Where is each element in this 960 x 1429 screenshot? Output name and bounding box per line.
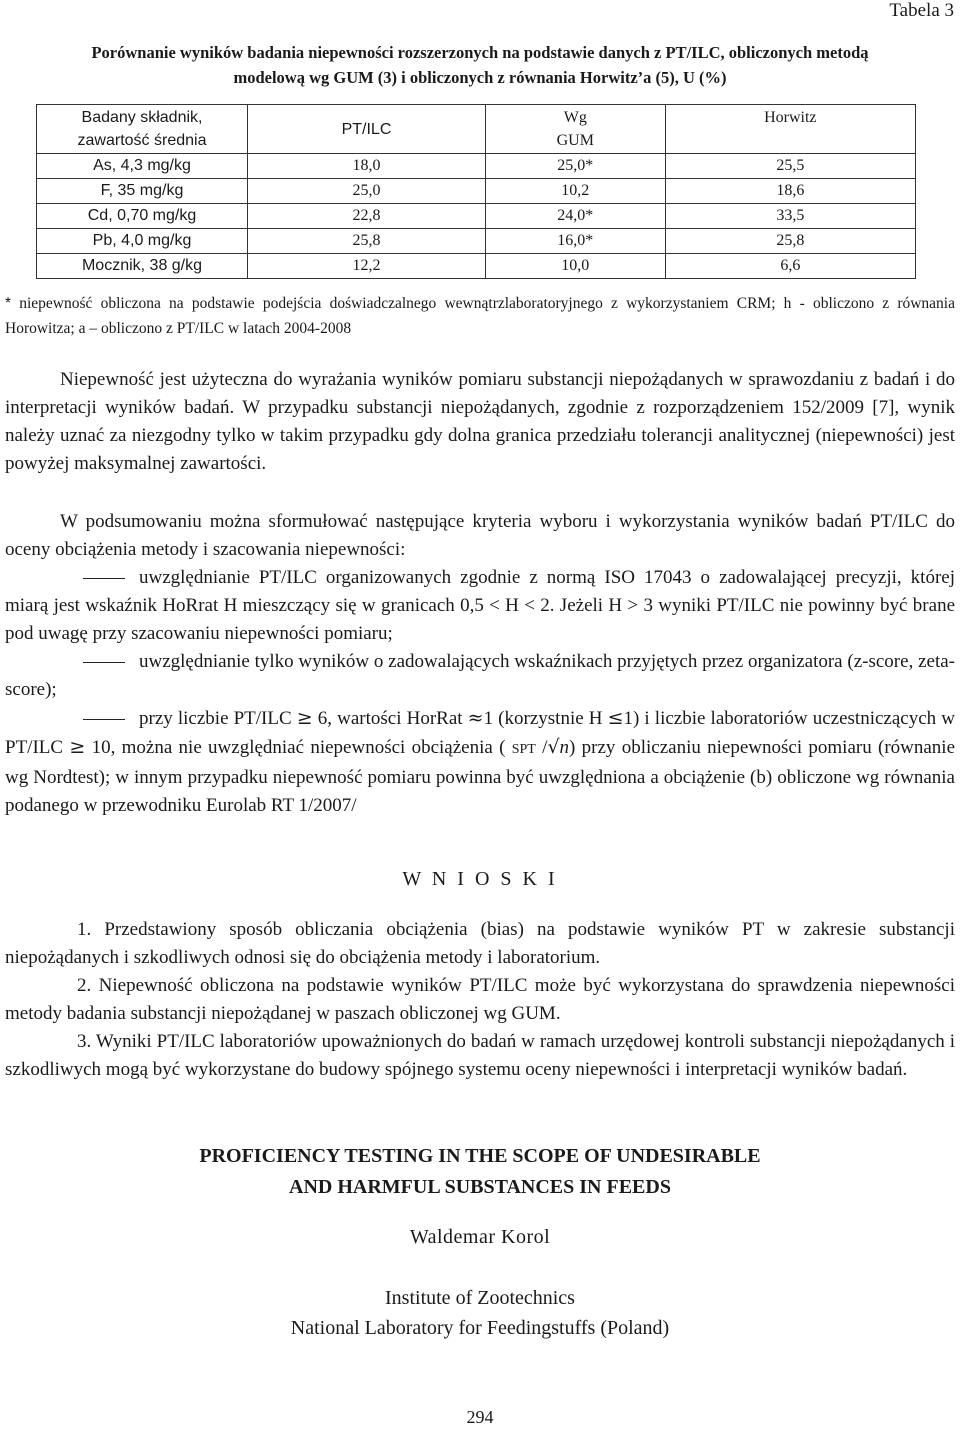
cell-horwitz: 6,6	[665, 254, 915, 279]
criteria-item-3	[5, 704, 955, 820]
header-component	[37, 105, 248, 154]
text-fragment: 10, można nie uwzględniać niepewności obciążenia (	[85, 737, 512, 758]
cell-ptilc: 22,8	[248, 204, 486, 229]
dash-bullet	[83, 578, 125, 579]
cell-gum: 25,0*	[485, 154, 665, 179]
dash-bullet	[83, 662, 125, 663]
text-fragment: /	[535, 737, 548, 758]
institute-line: National Laboratory for Feedingstuffs (Poland)	[290, 1317, 670, 1339]
cell-horwitz: 18,6	[665, 179, 915, 204]
conclusion-2	[5, 972, 955, 1028]
table-row	[37, 179, 916, 204]
dash-bullet	[83, 719, 125, 720]
table-caption	[0, 40, 960, 90]
conclusion-3	[5, 1028, 955, 1084]
cell-gum: 16,0*	[485, 229, 665, 254]
table-row	[37, 154, 916, 179]
english-title-line: AND HARMFUL SUBSTANCES IN FEEDS	[289, 1176, 671, 1198]
text-fragment: 1) i liczbie laboratoriów uczestniczących w PT/ILC	[5, 708, 955, 758]
conclusion-1	[5, 916, 955, 972]
header-component-line: zawartość średnia	[77, 132, 207, 149]
conclusion-text: 1. Przedstawiony sposób obliczania obciążenia (bias) na podstawie wyników PT w zakresie substancji niepożądanych i szkodliwych odnosi się do obciążenia metody i laboratorium.	[5, 919, 955, 968]
paragraph-uncertainty	[5, 366, 955, 478]
conclusion-text: 3. Wyniki PT/ILC laboratoriów upoważnionych do badań w ramach urzędowej kontroli substancji niepożądanych i szkodliwych mogą być wykorzystane do budowy spójnego systemu oceny niepewności i interpretacji wyników badań.	[5, 1031, 955, 1080]
criteria-item-2	[5, 648, 955, 704]
institute	[0, 1283, 960, 1343]
n-symbol: n	[559, 737, 570, 758]
table-row	[37, 254, 916, 279]
header-gum-line: Wg	[563, 109, 587, 126]
text-fragment: przy liczbie PT/ILC	[139, 708, 297, 729]
paragraph-criteria	[5, 508, 955, 564]
cell-component: F, 35 mg/kg	[37, 179, 248, 204]
header-gum	[485, 105, 665, 154]
table-row	[37, 229, 916, 254]
criteria-item-1	[5, 564, 955, 648]
ge-symbol: ≥	[296, 707, 313, 729]
table-caption-line: Porównanie wyników badania niepewności rozszerzonych na podstawie danych z PT/ILC, obliczonych metodą	[91, 43, 869, 62]
english-title	[0, 1141, 960, 1203]
table-header-row	[37, 105, 916, 154]
header-gum-line: GUM	[556, 132, 594, 149]
header-ptilc: PT/ILC	[248, 105, 486, 154]
cell-component: As, 4,3 mg/kg	[37, 154, 248, 179]
conclusions-heading: W N I O S K I	[402, 868, 558, 890]
cell-component: Mocznik, 38 g/kg	[37, 254, 248, 279]
author-name: Waldemar Korol	[409, 1226, 551, 1248]
criteria-item-text: uwzględnianie tylko wyników o zadowalających wskaźnikach przyjętych przez organizatora (z-score, zeta- score);	[5, 651, 955, 700]
cell-horwitz: 25,8	[665, 229, 915, 254]
sqrt-symbol: √	[547, 736, 560, 758]
cell-ptilc: 12,2	[248, 254, 486, 279]
english-title-line: PROFICIENCY TESTING IN THE SCOPE OF UNDESIRABLE	[199, 1145, 761, 1167]
ge-symbol: ≥	[69, 736, 86, 758]
approx-symbol: ≈	[467, 707, 484, 729]
table-caption-line: modelową wg GUM (3) i obliczonych z równania Horwitz’a (5), U (%)	[233, 68, 727, 87]
conclusion-text: 2. Niepewność obliczona na podstawie wyników PT/ILC może być wykorzystana do sprawdzenia niepewności metody badania substancji niepożądanej w paszach obliczonej wg GUM.	[5, 975, 955, 1024]
cell-ptilc: 25,8	[248, 229, 486, 254]
spt-symbol: SPT	[511, 742, 536, 757]
cell-gum: 10,0	[485, 254, 665, 279]
paragraph-text: W podsumowaniu można sformułować następujące kryteria wyboru i wykorzystania wyników badań PT/ILC do oceny obciążenia metody i szacowania niepewności:	[5, 511, 955, 560]
le-symbol: ≤	[607, 707, 624, 729]
cell-gum: 24,0*	[485, 204, 665, 229]
cell-horwitz: 25,5	[665, 154, 915, 179]
paragraph-text: Niepewność jest użyteczna do wyrażania wyników pomiaru substancji niepożądanych w sprawozdaniu z badań i do interpretacji wyników badań. W przypadku substancji niepożądanych, zgodnie z rozporządzeniem 152/2009 [7], wynik należy uznać za niezgodny tylko w takim przypadku gdy dolna granica przedziału tolerancji analitycznej (niepewności) jest powyżej maksymalnej zawartości.	[5, 369, 955, 474]
header-component-line: Badany składnik,	[81, 109, 203, 126]
footnote-star: *	[5, 295, 12, 312]
table-label: Tabela 3	[889, 0, 954, 21]
text-fragment: 1 (korzystnie H	[483, 708, 608, 729]
table-row	[37, 204, 916, 229]
cell-ptilc: 25,0	[248, 179, 486, 204]
results-table	[36, 104, 916, 279]
table-footnote	[5, 291, 955, 341]
text-fragment: ) przy obliczaniu niepewności pomiaru (równanie wg Nordtest); w innym przypadku niepewność pomiaru powinna być uwzględniona a obciążenie (b) obliczone wg równania podanego w przewodniku Eurolab RT 1/2007/	[5, 737, 956, 816]
cell-horwitz: 33,5	[665, 204, 915, 229]
cell-gum: 10,2	[485, 179, 665, 204]
institute-line: Institute of Zootechnics	[385, 1287, 575, 1309]
text-fragment: 6, wartości HorRat	[312, 708, 468, 729]
page-number: 294	[466, 1407, 494, 1427]
header-horwitz: Horwitz	[665, 105, 915, 154]
cell-component: Pb, 4,0 mg/kg	[37, 229, 248, 254]
criteria-item-text: uwzględnianie PT/ILC organizowanych zgodnie z normą ISO 17043 o zadowalającej precyzji, której miarą jest wskaźnik HoRrat H mieszczący się w granicach 0,5 < H < 2. Jeżeli H > 3 wyniki PT/ILC nie powinny być brane pod uwagę przy szacowaniu niepewności pomiaru;	[5, 567, 955, 644]
cell-component: Cd, 0,70 mg/kg	[37, 204, 248, 229]
table-body	[37, 154, 916, 279]
cell-ptilc: 18,0	[248, 154, 486, 179]
footnote-text: niepewność obliczona na podstawie podejścia doświadczalnego wewnątrzlaboratoryjnego z wykorzystaniem CRM; h - obliczono z równania Horowitza; a – obliczono z PT/ILC w latach 2004-2008	[5, 295, 955, 337]
